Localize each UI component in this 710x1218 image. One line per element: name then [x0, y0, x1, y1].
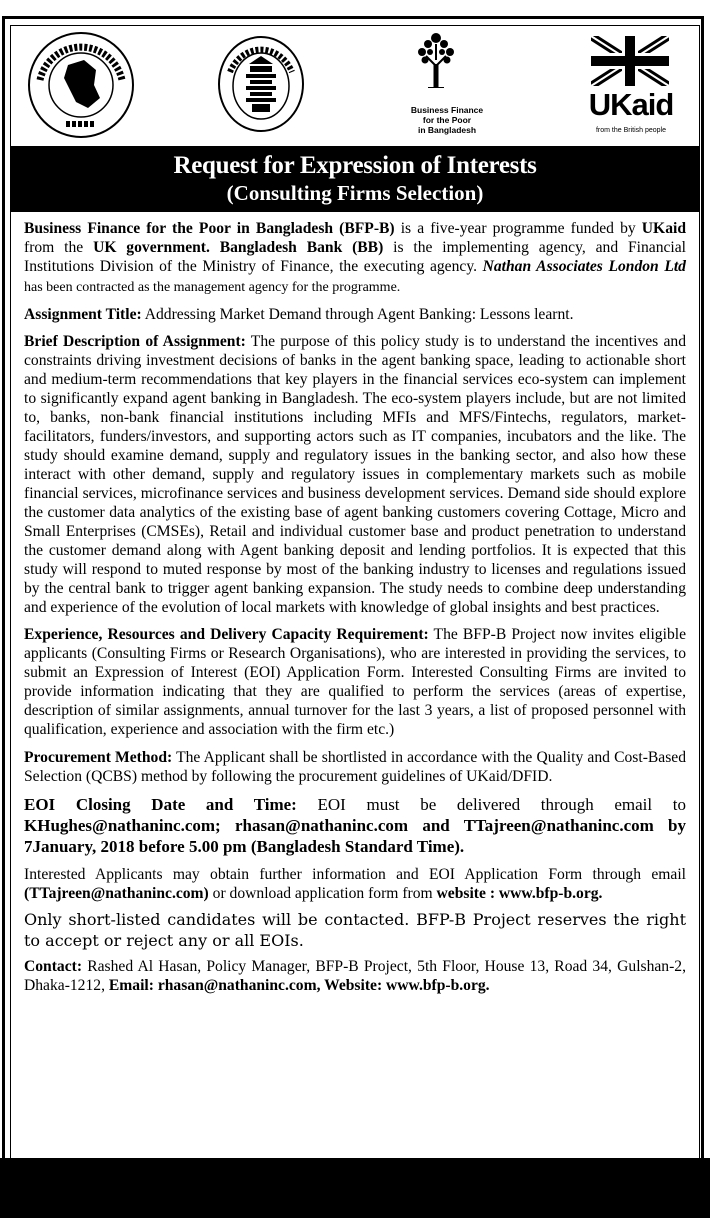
- bangladesh-bank-seal-icon: [216, 34, 306, 134]
- contact-paragraph: [24, 957, 686, 995]
- eoi-emails: KHughes@nathaninc.com; rhasan@nathaninc.com and TTajreen@nathaninc.com by 7January, 2018 before 5.00 pm (Bangladesh Standard Time).: [24, 816, 686, 856]
- brief-paragraph: [24, 332, 686, 617]
- procurement-paragraph: [24, 748, 686, 786]
- page-subtitle: (Consulting Firms Selection): [226, 181, 484, 205]
- bfp-caption-line: for the Poor: [422, 115, 472, 125]
- programme-name: Business Finance for the Poor in Bangladesh (BFP-B): [24, 220, 395, 237]
- bfp-caption-line: in Bangladesh: [417, 125, 477, 135]
- contact-label: Contact:: [24, 958, 83, 975]
- shortlist-notice: Only short-listed candidates will be contacted. BFP-B Project reserves the right to accept or reject any or all EOIs.: [24, 910, 686, 950]
- bangladesh-govt-seal-icon: [26, 30, 136, 140]
- contact-text: Rashed Al Hasan, Policy Manager, BFP-B Project, 5th Floor, House 13, Road 34, Gulshan-2, Dhaka-1212,: [24, 958, 686, 994]
- eoi-paragraph: [24, 794, 686, 857]
- procurement-label: Procurement Method:: [24, 749, 173, 766]
- funder-name: UKaid: [641, 220, 686, 237]
- intro-paragraph: [24, 219, 686, 297]
- bfp-caption: [397, 105, 497, 135]
- brief-text: The purpose of this policy study is to understand the incentives and constraints driving investment decisions of banks in the agent banking space, leading to actionable short and medium-term recommendations that key players in the financial services eco-system can implement to significantly expand agent banking in Bangladesh. The eco-system players include, but are not limited to, banks, non-bank financial institutions including MFIs and MFS/Fintechs, regulators, market-facilitators, funders/investors, and supporting actors such as IT companies, incubators and the like. The study should examine demand, supply and regulatory issues in the banking sector, and also how these interact with other demand, supply and regulatory issues in complementary markets such as mobile financial services, microfinance services and business development services. Demand side should explore the customer data analytics of the existing base of agent banking customers covering Cottage, Micro and Small Enterprises (CMSEs), Retail and individual customer base and product penetration to understand the customer demand along with Agent banking deposit and lending portfolios. It is expected that this study will respond to muted response by most of the banking industry to licenses and regulations issued by the central bank to trigger agent banking expansion. The study needs to combine deep understanding and experience of the evolution of local markets with knowledge of global insights and best practices.: [24, 333, 686, 616]
- union-jack-icon: [591, 36, 669, 86]
- notice-body: [24, 219, 686, 995]
- page-title: Request for Expression of Interests: [173, 152, 537, 179]
- assignment-paragraph: [24, 305, 686, 324]
- ukaid-logo-text: UKaid: [588, 87, 674, 122]
- brief-label: Brief Description of Assignment:: [24, 333, 246, 350]
- intro-text: has been contracted as the management agency for the programme.: [24, 280, 401, 295]
- agency-name: UK government. Bangladesh Bank (BB): [93, 239, 384, 256]
- experience-paragraph: [24, 625, 686, 739]
- bfp-tree-icon: [416, 30, 456, 88]
- intro-text: is a five-year programme funded by: [394, 220, 642, 237]
- logo-row: [11, 26, 699, 146]
- procurement-text: The Applicant shall be shortlisted in accordance with the Quality and Cost-Based Selection (QCBS) method by following the procurement guidelines of UKaid/DFID.: [24, 749, 686, 785]
- interested-text: or download application form from: [208, 885, 437, 902]
- eoi-text: EOI must be delivered through email to: [296, 795, 686, 814]
- eoi-label: EOI Closing Date and Time:: [24, 795, 297, 814]
- experience-text: The BFP-B Project now invites eligible applicants (Consulting Firms or Research Organisations), who are interested in providing the services, to submit an Expression of Interest (EOI) Application Form. Interested Consulting Firms are invited to provide information indicating that they are qualified to perform the services (areas of expertise, description of similar assignments, annual turnover for the last 3 years, a list of proposed personnel with qualification, experience and association with the firm etc.): [24, 626, 686, 738]
- bottom-bar: [0, 1158, 710, 1218]
- assignment-label: Assignment Title:: [24, 306, 142, 323]
- experience-label: Experience, Resources and Delivery Capacity Requirement:: [24, 626, 429, 643]
- intro-text: from the: [24, 239, 94, 256]
- eoi-email-link[interactable]: (TTajreen@nathaninc.com): [24, 885, 209, 902]
- contact-email-website[interactable]: Email: rhasan@nathaninc.com, Website: www.bfp-b.org.: [108, 977, 490, 994]
- bfp-caption-line: Business Finance: [410, 105, 484, 115]
- assignment-title: Addressing Market Demand through Agent Banking: Lessons learnt.: [141, 306, 574, 323]
- interested-text: Interested Applicants may obtain further information and EOI Application Form through email: [24, 866, 686, 883]
- management-agency-name: Nathan Associates London Ltd: [482, 258, 686, 275]
- website-link[interactable]: website : www.bfp-b.org.: [436, 885, 603, 902]
- interested-paragraph: [24, 865, 686, 903]
- intro-text: is the implementing agency, and Financial Institutions Division of the Ministry of Finance, the executing agency.: [24, 239, 686, 275]
- ukaid-tagline: from the British people: [595, 127, 667, 134]
- title-banner: [11, 146, 699, 212]
